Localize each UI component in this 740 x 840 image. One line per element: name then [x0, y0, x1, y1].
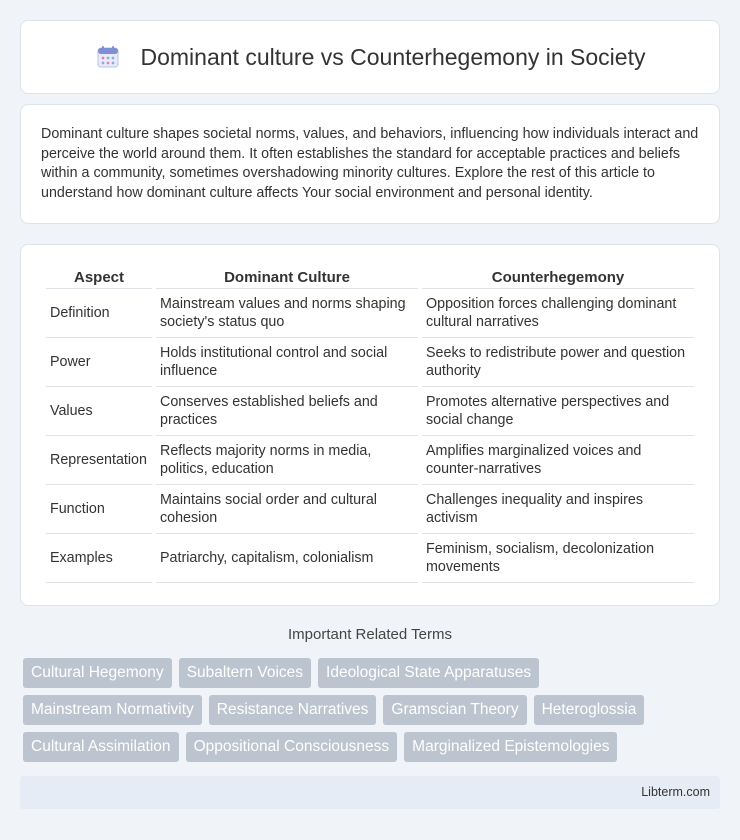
aspect-cell: Function [46, 485, 152, 534]
aspect-cell: Representation [46, 436, 152, 485]
tag-marginalized-epistemologies[interactable]: Marginalized Epistemologies [404, 732, 617, 762]
tag-cultural-hegemony[interactable]: Cultural Hegemony [23, 658, 172, 688]
table-row [46, 485, 694, 534]
aspect-cell: Values [46, 387, 152, 436]
footer-site-link[interactable]: Libterm.com [641, 785, 710, 799]
header-card [20, 20, 720, 94]
table-row [46, 289, 694, 338]
counterhegemony-cell: Opposition forces challenging dominant cultural narratives [422, 289, 694, 338]
counterhegemony-cell: Amplifies marginalized voices and counter-narratives [422, 436, 694, 485]
related-terms-title: Important Related Terms [288, 626, 452, 643]
comparison-table [42, 265, 698, 583]
aspect-cell: Examples [46, 534, 152, 583]
tag-oppositional-consciousness[interactable]: Oppositional Consciousness [186, 732, 398, 762]
tag-row [23, 658, 723, 688]
dominant-culture-cell: Maintains social order and cultural cohesion [156, 485, 418, 534]
table-row [46, 338, 694, 387]
tag-gramscian-theory[interactable]: Gramscian Theory [383, 695, 526, 725]
footer [20, 776, 720, 809]
dominant-culture-cell: Holds institutional control and social influence [156, 338, 418, 387]
counterhegemony-cell: Promotes alternative perspectives and social change [422, 387, 694, 436]
table-row [46, 534, 694, 583]
dominant-culture-cell: Conserves established beliefs and practices [156, 387, 418, 436]
table-header-row [46, 265, 694, 289]
dominant-culture-cell: Patriarchy, capitalism, colonialism [156, 534, 418, 583]
column-header-dominant-culture: Dominant Culture [156, 265, 418, 289]
table-row [46, 387, 694, 436]
comparison-card [20, 244, 720, 606]
intro-card [20, 104, 720, 224]
tag-row [23, 695, 723, 725]
page-title: Dominant culture vs Counterhegemony in Society [140, 43, 646, 70]
counterhegemony-cell: Challenges inequality and inspires activism [422, 485, 694, 534]
aspect-cell: Definition [46, 289, 152, 338]
tag-resistance-narratives[interactable]: Resistance Narratives [209, 695, 377, 725]
tag-cultural-assimilation[interactable]: Cultural Assimilation [23, 732, 179, 762]
tag-mainstream-normativity[interactable]: Mainstream Normativity [23, 695, 202, 725]
related-terms-list [23, 658, 723, 769]
table-row [46, 436, 694, 485]
tag-subaltern-voices[interactable]: Subaltern Voices [179, 658, 311, 688]
intro-text: Dominant culture shapes societal norms, values, and behaviors, influencing how individuals interact and perceive the world around them. It often establishes the standard for acceptable practices and beliefs within a community, sometimes overshadowing minority cultures. Explore the rest of this article to understand how dominant culture affects Your social environment and personal identity. [41, 126, 699, 201]
dominant-culture-cell: Reflects majority norms in media, politics, education [156, 436, 418, 485]
column-header-counterhegemony: Counterhegemony [422, 265, 694, 289]
tag-ideological-state-apparatuses[interactable]: Ideological State Apparatuses [318, 658, 539, 688]
calendar-icon [95, 44, 121, 70]
column-header-aspect: Aspect [46, 265, 152, 289]
tag-heteroglossia[interactable]: Heteroglossia [534, 695, 645, 725]
counterhegemony-cell: Feminism, socialism, decolonization movements [422, 534, 694, 583]
tag-row [23, 732, 723, 762]
dominant-culture-cell: Mainstream values and norms shaping society's status quo [156, 289, 418, 338]
counterhegemony-cell: Seeks to redistribute power and question authority [422, 338, 694, 387]
aspect-cell: Power [46, 338, 152, 387]
